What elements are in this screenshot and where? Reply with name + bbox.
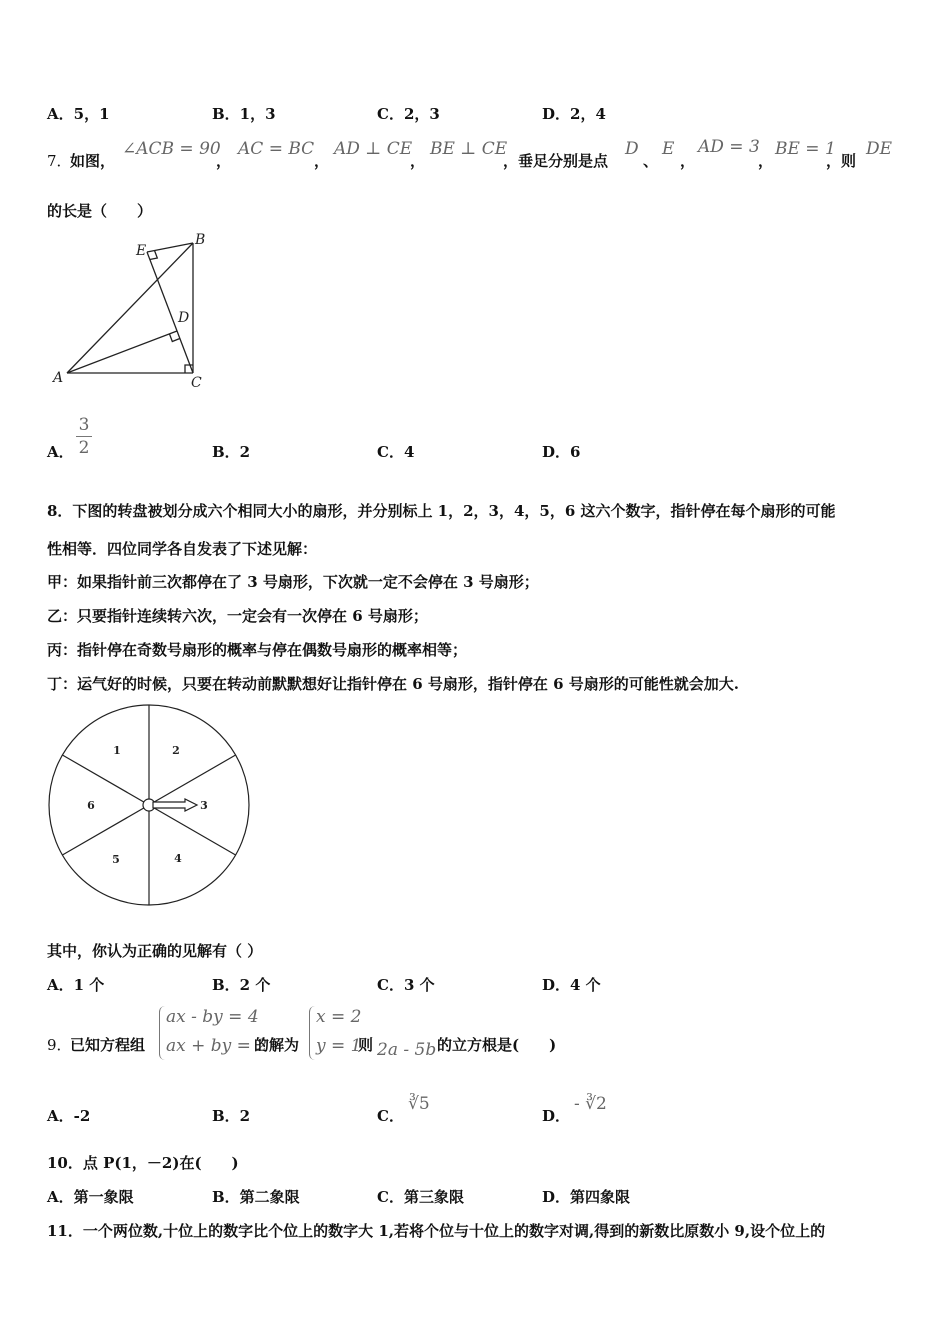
- q7-point-e: E: [662, 139, 675, 159]
- q9-options: [47, 1105, 907, 1127]
- q7-foot-text: ，垂足分别是点: [503, 152, 609, 170]
- q10-option-d: D．第四象限: [542, 1188, 631, 1206]
- q6-option-b: B．1，3: [212, 105, 276, 123]
- q9-system-brace: [159, 1006, 166, 1060]
- q9-expression: 2a - 5b: [377, 1040, 437, 1060]
- q8-sector-6: 6: [87, 799, 95, 812]
- q9-solution-y: y = 1: [316, 1036, 362, 1056]
- q7-de: DE: [866, 139, 893, 159]
- q10-option-a: A．第一象限: [47, 1188, 134, 1206]
- q7-option-a-fraction: [76, 415, 92, 458]
- q7-option-c: C．4: [377, 443, 415, 461]
- q8-view-jia: 甲：如果指针前三次都停在了 3 号扇形，下次就一定不会停在 3 号扇形；: [47, 573, 539, 591]
- q7-line-ad: [67, 331, 177, 373]
- q7-point-d: D: [625, 139, 639, 159]
- q7-option-b: B．2: [212, 443, 251, 461]
- q7-label-d: D: [178, 310, 190, 326]
- q7-sep-2: ，: [314, 152, 330, 170]
- q8-sector-2: 2: [172, 744, 180, 757]
- q10-option-c: C．第三象限: [377, 1188, 464, 1206]
- q6-option-c: C．2，3: [377, 105, 440, 123]
- q9-option-a: A．-2: [47, 1107, 91, 1125]
- q9-tail: 的立方根是( ): [437, 1036, 557, 1054]
- q7-line-ab: [67, 243, 193, 373]
- q8-view-ding: 丁：运气好的时候，只要在转动前默默想好让指针停在 6 号扇形，指针停在 6 号扇形的可能性就会加大.: [47, 675, 739, 693]
- q7-triangle-figure: [40, 225, 230, 395]
- q7-sep-3: ，: [410, 152, 426, 170]
- q7-ad-value: AD = 3: [698, 137, 760, 157]
- q7-lead: 如图，: [70, 152, 116, 170]
- q10-stem: 10．点 P(1，－2)在( ): [47, 1154, 239, 1172]
- q8-stem-line2: 性相等．四位同学各自发表了下述见解：: [47, 540, 318, 558]
- q8-stem-line1: 8．下图的转盘被划分成六个相同大小的扇形，并分别标上 1，2，3，4，5，6 这六个数字，指针停在每个扇形的可能: [47, 502, 836, 520]
- q9-option-d: D．: [542, 1107, 571, 1125]
- q7-sep-5: ，: [758, 152, 774, 170]
- q7-label-b: B: [195, 232, 206, 248]
- q8-sector-1: 1: [113, 744, 121, 757]
- q7-option-a-label: A．: [47, 443, 74, 461]
- q8-option-a: A．1 个: [47, 976, 105, 994]
- q8-view-yi: 乙：只要指针连续转六次，一定会有一次停在 6 号扇形；: [47, 607, 428, 625]
- q7-sep-1: ，: [216, 152, 232, 170]
- q7-ze: ，则: [826, 152, 857, 170]
- q10-option-b: B．第二象限: [212, 1188, 300, 1206]
- q9-option-b: B．2: [212, 1107, 251, 1125]
- q8-option-b: B．2 个: [212, 976, 271, 994]
- q8-sector-4: 4: [174, 852, 182, 865]
- q7-cond-perp-1: AD ⊥ CE: [334, 139, 413, 159]
- q8-sector-3: 3: [200, 799, 208, 812]
- q6-option-a: A．5，1: [47, 105, 110, 123]
- q11-stem: 11．一个两位数,十位上的数字比个位上的数字大 1,若将个位与十位上的数字对调,得到的新数比原数小 9,设个位上的: [47, 1222, 826, 1240]
- q9-solution-x: x = 2: [316, 1007, 362, 1027]
- q8-view-bing: 丙：指针停在奇数号扇形的概率与停在偶数号扇形的概率相等；: [47, 641, 468, 659]
- q8-spinner-figure: [45, 702, 255, 910]
- q9-equation-2: ax + by = 2: [166, 1036, 268, 1056]
- q7-option-a: [47, 441, 74, 462]
- q7-cond-angle: ∠ACB = 90: [122, 139, 221, 159]
- q7-dun: 、: [643, 152, 659, 170]
- q7-stem-line2: 的长是（ ）: [47, 202, 153, 220]
- q9-option-c: C．: [377, 1107, 404, 1125]
- q7-option-d: D．6: [542, 443, 581, 461]
- q9-equation-1: ax - by = 4: [166, 1007, 259, 1027]
- q8-pointer-arrow: [153, 799, 197, 811]
- q9-mid-text: 的解为: [254, 1036, 300, 1054]
- q7-label-a: A: [53, 370, 64, 386]
- q9-lead: 已知方程组: [70, 1036, 146, 1054]
- q9-number: 9．: [47, 1036, 72, 1054]
- q7-cond-equal: AC = BC: [238, 139, 315, 159]
- q10-options: [47, 1186, 907, 1208]
- q6-options: [47, 103, 907, 125]
- q7-number: 7．: [47, 152, 72, 170]
- q6-option-d: D．2，4: [542, 105, 606, 123]
- q9-option-c-radical: ∛5: [408, 1094, 430, 1114]
- q8-options: [47, 974, 907, 996]
- q7-options: [47, 441, 907, 463]
- q7-be-value: BE = 1: [775, 139, 836, 159]
- q8-option-c: C．3 个: [377, 976, 435, 994]
- q7-cond-perp-2: BE ⊥ CE: [430, 139, 508, 159]
- q9-option-d-radical: - ∛2: [574, 1094, 607, 1114]
- q7-fraction-denominator: 2: [78, 438, 90, 458]
- q9-solution-brace: [309, 1006, 316, 1060]
- q7-fraction-numerator: 3: [78, 415, 90, 435]
- q8-sector-5: 5: [112, 853, 120, 866]
- q8-question: 其中，你认为正确的见解有（ ）: [47, 942, 263, 960]
- q8-option-d: D．4 个: [542, 976, 601, 994]
- q7-label-e: E: [136, 243, 147, 259]
- q7-sep-4: ，: [680, 152, 696, 170]
- q7-label-c: C: [191, 375, 202, 391]
- q7-fraction-bar: [76, 436, 92, 437]
- q9-ze: 则: [358, 1036, 374, 1054]
